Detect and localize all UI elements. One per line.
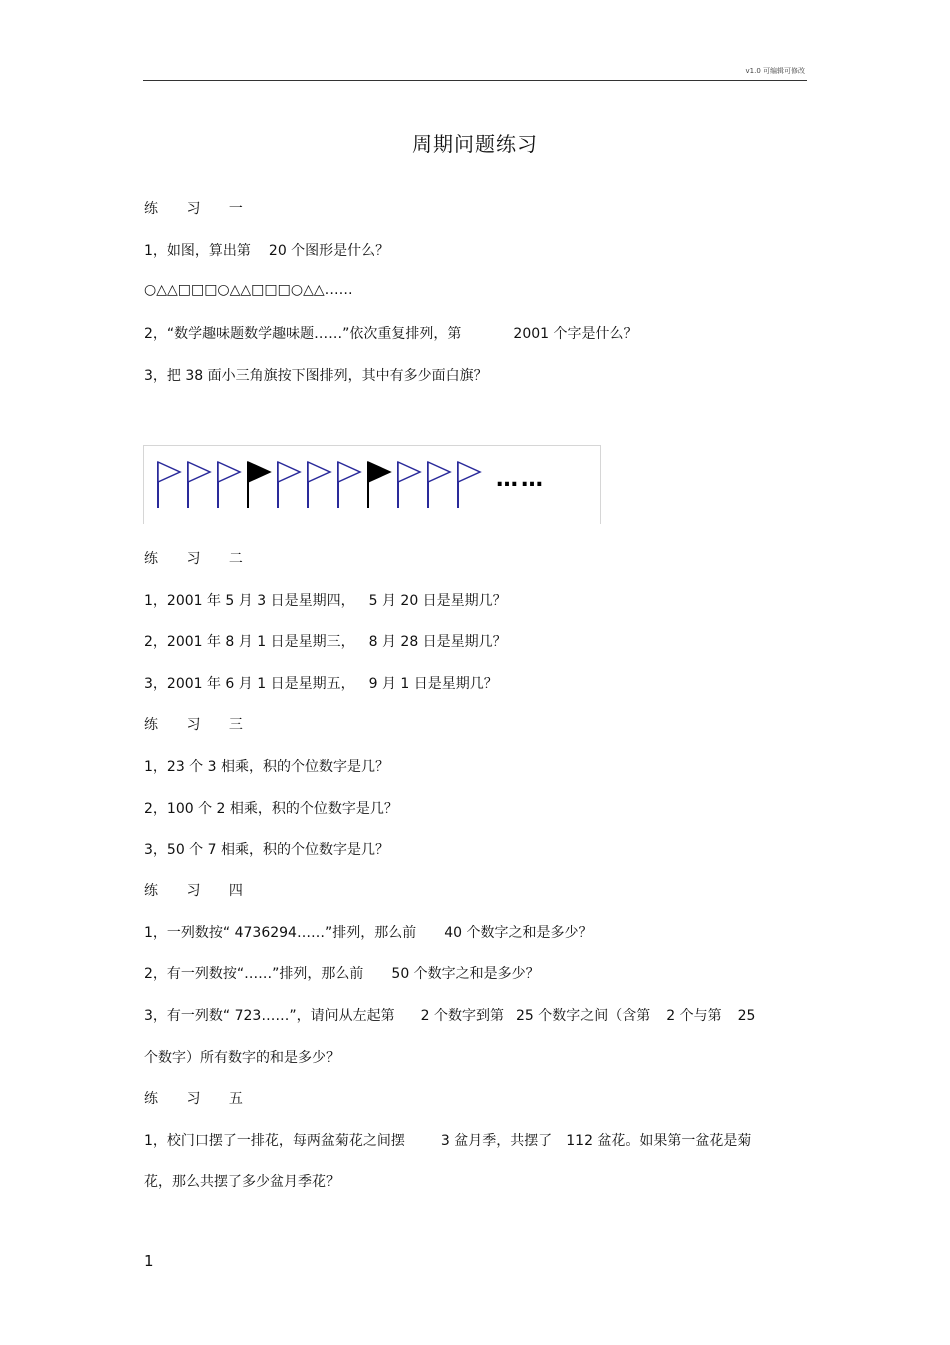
section-heading-1: 练 习 一 xyxy=(144,201,255,217)
exercise1-q2-part-a: 2，“数学趣味题数学趣味题……”依次重复排列，第 xyxy=(144,326,462,342)
exercise5-q1-part-c: 112 盆花。如果第一盆花是菊 xyxy=(566,1133,752,1149)
section-heading-5: 练 习 五 xyxy=(144,1091,255,1107)
exercise2-q1-part-b: 5 月 20 日是星期几？ xyxy=(368,593,507,609)
flag-white-5 xyxy=(278,462,300,508)
flag-figure xyxy=(143,445,601,524)
exercise5-q1-part-a: 1，校门口摆了一排花，每两盆菊花之间摆 xyxy=(144,1133,405,1149)
exercise4-q2-part-a: 2，有一列数按“……”排列，那么前 xyxy=(144,966,364,982)
exercise5-question1-continued: 花，那么共摆了多少盆月季花？ xyxy=(144,1174,340,1190)
exercise4-q1-part-a: 1，一列数按“ 4736294……”排列，那么前 xyxy=(144,925,417,941)
exercise4-q3-part-d: 2 个与第 xyxy=(666,1008,722,1024)
exercise2-q1-part-a: 1，2001 年 5 月 3 日是星期四， xyxy=(144,593,355,609)
exercise4-q2-part-b: 50 个数字之和是多少？ xyxy=(391,966,540,982)
exercise4-q3-part-b: 2 个数字到第 xyxy=(420,1008,504,1024)
section-heading-2: 练 习 二 xyxy=(144,551,255,567)
flag-white-9 xyxy=(398,462,420,508)
exercise4-question2 xyxy=(144,963,540,983)
exercise4-q3-part-c: 25 个数字之间（含第 xyxy=(515,1008,651,1024)
flag-white-3 xyxy=(218,462,240,508)
flag-white-2 xyxy=(188,462,210,508)
flag-figure-svg xyxy=(144,446,600,524)
exercise2-question1 xyxy=(144,590,507,610)
exercise4-q3-part-a: 3，有一列数“ 723……”，请问从左起第 xyxy=(144,1008,395,1024)
exercise2-question3 xyxy=(144,673,498,693)
flag-black-8 xyxy=(368,462,390,508)
shape-sequence: ○△△□□□○△△□□□○△△…… xyxy=(144,282,353,298)
exercise4-q3-part-e: 25 xyxy=(737,1008,756,1024)
exercise2-q2-part-a: 2，2001 年 8 月 1 日是星期三， xyxy=(144,634,355,650)
exercise1-question1 xyxy=(144,240,389,260)
flag-white-11 xyxy=(458,462,480,508)
exercise1-q1-part-b: 20 个图形是什么？ xyxy=(268,243,390,259)
flag-white-10 xyxy=(428,462,450,508)
exercise4-question3-continued: 个数字）所有数字的和是多少？ xyxy=(144,1050,340,1066)
flag-white-6 xyxy=(308,462,330,508)
exercise3-question3: 3，50 个 7 相乘，积的个位数字是几？ xyxy=(144,842,389,858)
exercise2-question2 xyxy=(144,631,507,651)
flag-white-7 xyxy=(338,462,360,508)
exercise1-question2 xyxy=(144,323,638,343)
exercise1-q1-part-a: 1，如图，算出第 xyxy=(144,243,251,259)
page-title: 周期问题练习 xyxy=(412,132,538,156)
exercise1-question3: 3，把 38 面小三角旗按下图排列，其中有多少面白旗？ xyxy=(144,368,488,384)
exercise3-question2: 2，100 个 2 相乘，积的个位数字是几？ xyxy=(144,801,398,817)
exercise2-q3-part-b: 9 月 1 日是星期几？ xyxy=(368,676,498,692)
exercise2-q3-part-a: 3，2001 年 6 月 1 日是星期五， xyxy=(144,676,355,692)
exercise4-question1 xyxy=(144,922,592,942)
exercise3-question1: 1，23 个 3 相乘，积的个位数字是几？ xyxy=(144,759,389,775)
exercise1-q2-part-b: 2001 个字是什么？ xyxy=(513,326,638,342)
exercise5-q1-part-b: 3 盆月季，共摆了 xyxy=(440,1133,553,1149)
flags-continuation: …… xyxy=(496,467,546,492)
flag-white-1 xyxy=(158,462,180,508)
page-number: 1 xyxy=(144,1252,154,1270)
section-heading-3: 练 习 三 xyxy=(144,717,255,733)
exercise4-question3 xyxy=(144,1005,755,1025)
header-rule xyxy=(143,80,807,81)
section-heading-4: 练 习 四 xyxy=(144,883,255,899)
flag-black-4 xyxy=(248,462,270,508)
exercise2-q2-part-b: 8 月 28 日是星期几？ xyxy=(368,634,507,650)
header-version-note: v1.0 可编辑可修改 xyxy=(745,67,805,75)
exercise5-question1 xyxy=(144,1130,751,1150)
exercise4-q1-part-b: 40 个数字之和是多少？ xyxy=(444,925,593,941)
